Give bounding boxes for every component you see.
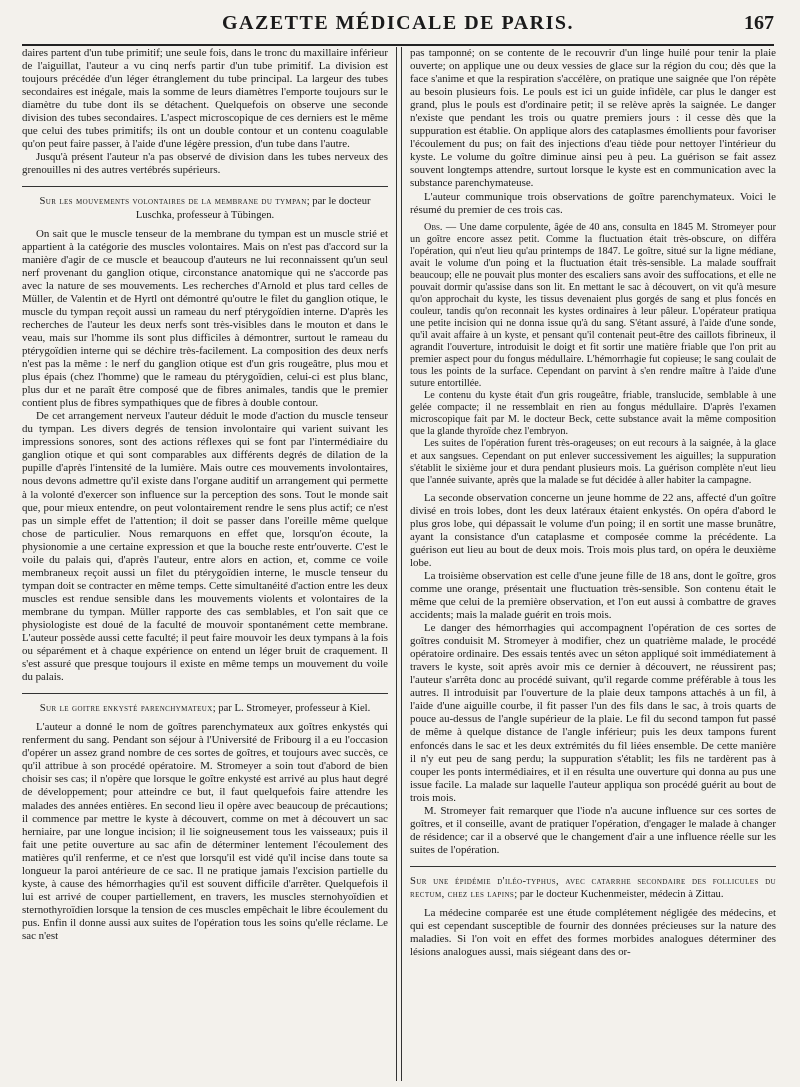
paragraph: daires partent d'un tube primitif; une seule fois, dans le tronc du maxillaire inférieur de l'aiguillat, l'auteur a vu cinq nerfs partir d'un tube primitif. La division est toujours précédée d'un léger étranglement du tube principal. La largeur des tubes secondaires est inégale, mais la somme de leurs diamètres l'emporte toujours sur le diamètre du tube dont ils se détachent. Quelquefois on observe une seconde division des tubes secondaires. L'aspect microscopique de ces derniers est le même que celui des tubes primitifs; ils ont un double contour et un contenu coagulable qu'on peut faire passer, à l'aide d'une légère pression, d'un tube dans l'autre. (22, 47, 388, 151)
journal-title: GAZETTE MÉDICALE DE PARIS. (221, 12, 575, 34)
left-column (22, 47, 396, 1081)
page-number: 167 (744, 12, 774, 34)
paragraph: L'auteur communique trois observations de goître parenchymateux. Voici le résumé du premier de ces trois cas. (410, 190, 776, 216)
observation-paragraph (410, 222, 776, 391)
paragraph: pas tamponné; on se contente de le recouvrir d'un linge huilé pour tenir la plaie ouverte; on applique une ou deux vessies de glace sur la région du cou; dès que la face s'anime et que la respiration s'accélère, on pratique une saignée que l'on répète au besoin plusieurs fois. Le pouls est ici un guide infidèle, car plus le danger est grand, plus le pouls est d'ordinaire petit; il se relève après la saignée. Le danger n'existe que pendant les trois ou quatre premiers jours : il cesse dès que la suppuration est établie. On applique alors des cataplasmes émollients pour favoriser l'écoulement du pus; on fait des injections d'eau tiède pour nettoyer l'intérieur du kyste. Le volume du goître diminue ainsi peu à peu. La guérison se fait assez souvent longtemps attendre, surtout lorsque le kyste est en communication avec la substance parenchymateuse. (410, 47, 776, 190)
page-header (22, 8, 774, 46)
heading-title: Sur une épidémie d'iléo-typhus, avec catarrhe secondaire des follicules du rectum, chez les lapins (410, 875, 776, 900)
heading-title: Sur le goitre enkysté parenchymateux (39, 703, 213, 715)
columns (22, 47, 776, 1081)
article-heading-typhus (410, 875, 776, 901)
observation-paragraph: Le contenu du kyste était d'un gris rougeâtre, friable, translucide, semblable à une gelée compacte; il ne ressemblait en rien au fongus médullaire. D'après l'examen microscopique fait par M. le docteur Beck, cette substance avait la même composition que la glande thyroïde chez l'embryon. (410, 390, 776, 438)
heading-author: ; par le docteur Luschka, professeur à Tübingen. (135, 196, 371, 221)
heading-title: Sur les mouvements volontaires de la membrane du tympan (39, 196, 307, 208)
right-column (402, 47, 776, 1081)
section-divider (22, 693, 388, 694)
observation-text: — Une dame corpulente, âgée de 40 ans, consulta en 1845 M. Stromeyer pour un goître encore assez petit. Comme la fluctuation était très-obscure, on différa l'opération, qui n'eut lieu qu'au printemps de 1847. Le goître, situé sur la ligne médiane, avait le volume d'un poing et la fluctuation était très-sensible. La malade souffrait beaucoup; elle ne pouvait plus monter des escaliers sans avoir des suffocations, et elle ne pouvait dormir qu'assise dans son lit. En mettant le sac à découvert, on vit qu'à mesure qu'on approchait du kyste, les tissus devenaient plus gorgés de sang et plus foncés en couleur, tandis qu'on reconnait les kystes ordinaires à leur pâleur. L'opérateur pratiqua une petite incision qui ne donna issue qu'à du sang. S'étant assuré, à l'aide d'une sonde, qu'il avait affaire à un kyste, et pensant qu'il contenait peut-être des caillots fibrineux, il agrandit l'ouverture, introduisit le doigt et fit sortir une matière friable que l'on prit au premier aspect pour du fongus médullaire. L'hémorrhagie fut copieuse; le sang coulait de tous les points de la surface. Cependant on parvint à s'en rendre maître à l'aide d'une suture entortillée. (410, 221, 776, 390)
paragraph: La troisième observation est celle d'une jeune fille de 18 ans, dont le goître, gros comme une orange, présentait une fluctuation très-sensible. Son contenu était le même que celui de la première observation, et l'on eut aussi à combattre de graves accidents; mais la malade guérit en trois mois. (410, 569, 776, 622)
section-divider (22, 186, 388, 187)
paragraph: Le danger des hémorrhagies qui accompagnent l'opération de ces sortes de goîtres conduisit M. Stromeyer à modifier, chez un quatrième malade, le procédé opératoire ordinaire. Des essais tentés avec un séton appliqué soit immédiatement à travers le kyste, soit après avoir mis ce dernier à découvert, ne réussirent pas; l'auteur s'arrêta donc au procédé suivant, qu'il regarde comme préférable à tous les autres. Il introduisit par l'ouverture de la plaie deux tampons attachés à un fil, à l'aide d'une aiguille courbe, il fit passer l'un des fils dans le sac, à trois quarts de pouce au-dessus de l'angle supérieur de la plaie. Le fil du second tampon fut passé de même à quelque distance de l'angle inférieur; puis les deux tampons furent enfoncés dans le sac et les deux extrémités du fil liées ensemble. De cette manière il n'y eut peu de sang perdu; la suppuration s'établit; les fils ne tardèrent pas à couper les ponts intermédiaires, et il en résulta une ouverture qui donna au pus une issue facile. La malade sur laquelle l'auteur appliqua son procédé guérit au bout de trois mois. (410, 622, 776, 804)
paragraph: De cet arrangement nerveux l'auteur déduit le mode d'action du muscle tenseur du tympan. Les divers degrés de tension involontaire qui varient suivant les impressions sonores, sont des actions réflexes qui se font par l'intermédiaire du ganglion otique et qui sont comparables aux différents degrés de dilation de la pupille d'après l'intensité de la lumière. Mais outre ces mouvements involontaires, nous devons admettre qu'il existe dans l'organe auditif un arrangement qui permette à la volonté d'exercer son influence sur la perception des sons. Tout le monde sait que, pour mieux entendre, on peut volontairement rendre le sens plus actif; ce n'est pas un simple effet de l'attention; il doit se passer dans l'oreille même quelque chose de particulier. Nous remarquons en effet que, lorsqu'on écoute, la physionomie a une certaine expression et que la bouche reste entr'ouverte. C'est le voile du palais qui, d'après l'auteur, entre alors en action, et, comme ce voile membraneux reçoit aussi un filet du ptérygoïdien interne, le muscle tenseur du tympan doit se contracter en même temps. Cette simultanéité d'action entre les deux muscles est rendue sensible dans les mouvements violents et volontaires de la membrane du tympan. Müller rapporte des cas semblables, et l'on sait que ce physiologiste est doué de la faculté de mouvoir spontanément cette membrane. L'auteur possède aussi cette faculté; il peut faire mouvoir les deux tympans à la fois ou séparément et à chaque expérience on entend un léger bruit de craquement. Il s'est assuré que presque toujours il existe en même temps un mouvement du voile du palais. (22, 410, 388, 684)
article-heading-tympan (22, 195, 388, 221)
observation-block (410, 222, 776, 487)
heading-author: ; par le docteur Kuchenmeister, médecin à Zittau. (514, 889, 724, 900)
paragraph: Jusqu'à présent l'auteur n'a pas observé de division dans les tubes nerveux des grenouilles ni des autres vertébrés supérieurs. (22, 151, 388, 177)
paragraph: L'auteur a donné le nom de goîtres parenchymateux aux goîtres enkystés qui renferment du sang. Pendant son séjour à l'Université de Fribourg il a eu l'occasion d'opérer un assez grand nombre de ces sortes de goîtres, et toujours avec succès, ce qu'il attribue à son procédé opératoire. M. Stromeyer a soin tout d'abord de bien choisir ses cas; il n'opère que lorsque le goître enkysté est arrivé au plus haut degré de développement; pour atteindre ce but, il faut quelquefois faire attendre les malades des années entières. En second lieu il opère avec beaucoup de précautions; il commence par mettre le kyste à découvert, comme on met à découvert un sac herniaire, par une longue incision; il lie soigneusement tous les vaisseaux; puis il fait une petite ouverture au sac afin de déterminer lentement l'écoulement des matières qu'il renferme, et ce n'est que lorsqu'il est vidé qu'il incise dans toute sa longueur la paroi antérieure de ce sac. Il ne pratique jamais l'excision partielle du kyste, à cause des hémorrhagies qu'il est souvent difficile d'arrêter. Quelquefois il lui est arrivé de couper partiellement, en travers, les muscles sternohyoïdien et sternothyroïdien lorsque la tension de ces muscles empêchait le libre écoulement du pus. Enfin il donne aussi aux suites de l'opération tous les soins qu'elle réclame. Le sac n'est (22, 721, 388, 942)
paragraph: La seconde observation concerne un jeune homme de 22 ans, affecté d'un goître divisé en trois lobes, dont les deux latéraux étaient enkystés. On opéra d'abord le plus gros lobe, qui dépassait le volume d'un poing; il en sortit une masse brunâtre, ayant la consistance d'un cataplasme et composée comme la précédente. La guérison eut lieu au bout de deux mois. Trois mois plus tard, on opéra le deuxième lobe. (410, 491, 776, 569)
paragraph: La médecine comparée est une étude complétement négligée des médecins, et qui est cependant susceptible de fournir des données précieuses sur la nature des maladies. Si l'on voit en effet des formes morbides analogues déterminer des lésions analogues aussi, mais siégeant dans des or- (410, 907, 776, 959)
section-divider (410, 866, 776, 867)
observation-label: Obs. (424, 221, 443, 233)
heading-author: ; par L. Stromeyer, professeur à Kiel. (212, 703, 371, 715)
article-heading-goitre (22, 702, 388, 715)
paragraph: M. Stromeyer fait remarquer que l'iode n'a aucune influence sur ces sortes de goîtres, et il conseille, avant de pratiquer l'opération, d'engager le malade à changer de résidence; car il a observé que le changement d'air a une influence réelle sur les suites de l'opération. (410, 804, 776, 856)
observation-paragraph: Les suites de l'opération furent très-orageuses; on eut recours à la saignée, à la glace et aux sangsues. Cependant on put enlever successivement les aiguilles; la suppuration s'établit le sixième jour et dura pendant plusieurs mois. La guérison complète n'eut lieu que l'année suivante, après que la malade se fut décidée à aller habiter la campagne. (410, 438, 776, 486)
paragraph: On sait que le muscle tenseur de la membrane du tympan est un muscle strié et appartient à la catégorie des muscles volontaires. Mais on n'est pas d'accord sur la manière d'agir de ce muscle et beaucoup d'auteurs ne lui reconnaissent qu'un seul nerf provenant du ganglion otique, circonstance anatomique qui ne s'accorde pas avec la nature de ses mouvements. Les recherches d'Arnold et plus tard celles de Müller, de Valentin et de Hyrtl ont démontré qu'outre le filet du ganglion otique, le muscle du tympan reçoit aussi un rameau du nerf ptérygoïdien interne. D'après les recherches de l'auteur les deux nerfs sont très-visibles dans le mouton et dans le veau, mais sur l'homme ils sont plus difficiles à démontrer, surtout le rameau du ptérygoïdien interne qui se déchire très-facilement. La composition des deux nerfs n'est pas la même : le nerf du ganglion otique est d'un gris rougeâtre, plus mou et plus épais (chez l'homme) que le rameau du ptérygoïdien, celui-ci est plus blanc, plus dur et ne paraît être composé que de fibres animales, tandis que le premier contient plus de fibres sympathiques que de fibres à double contour. (22, 227, 388, 410)
